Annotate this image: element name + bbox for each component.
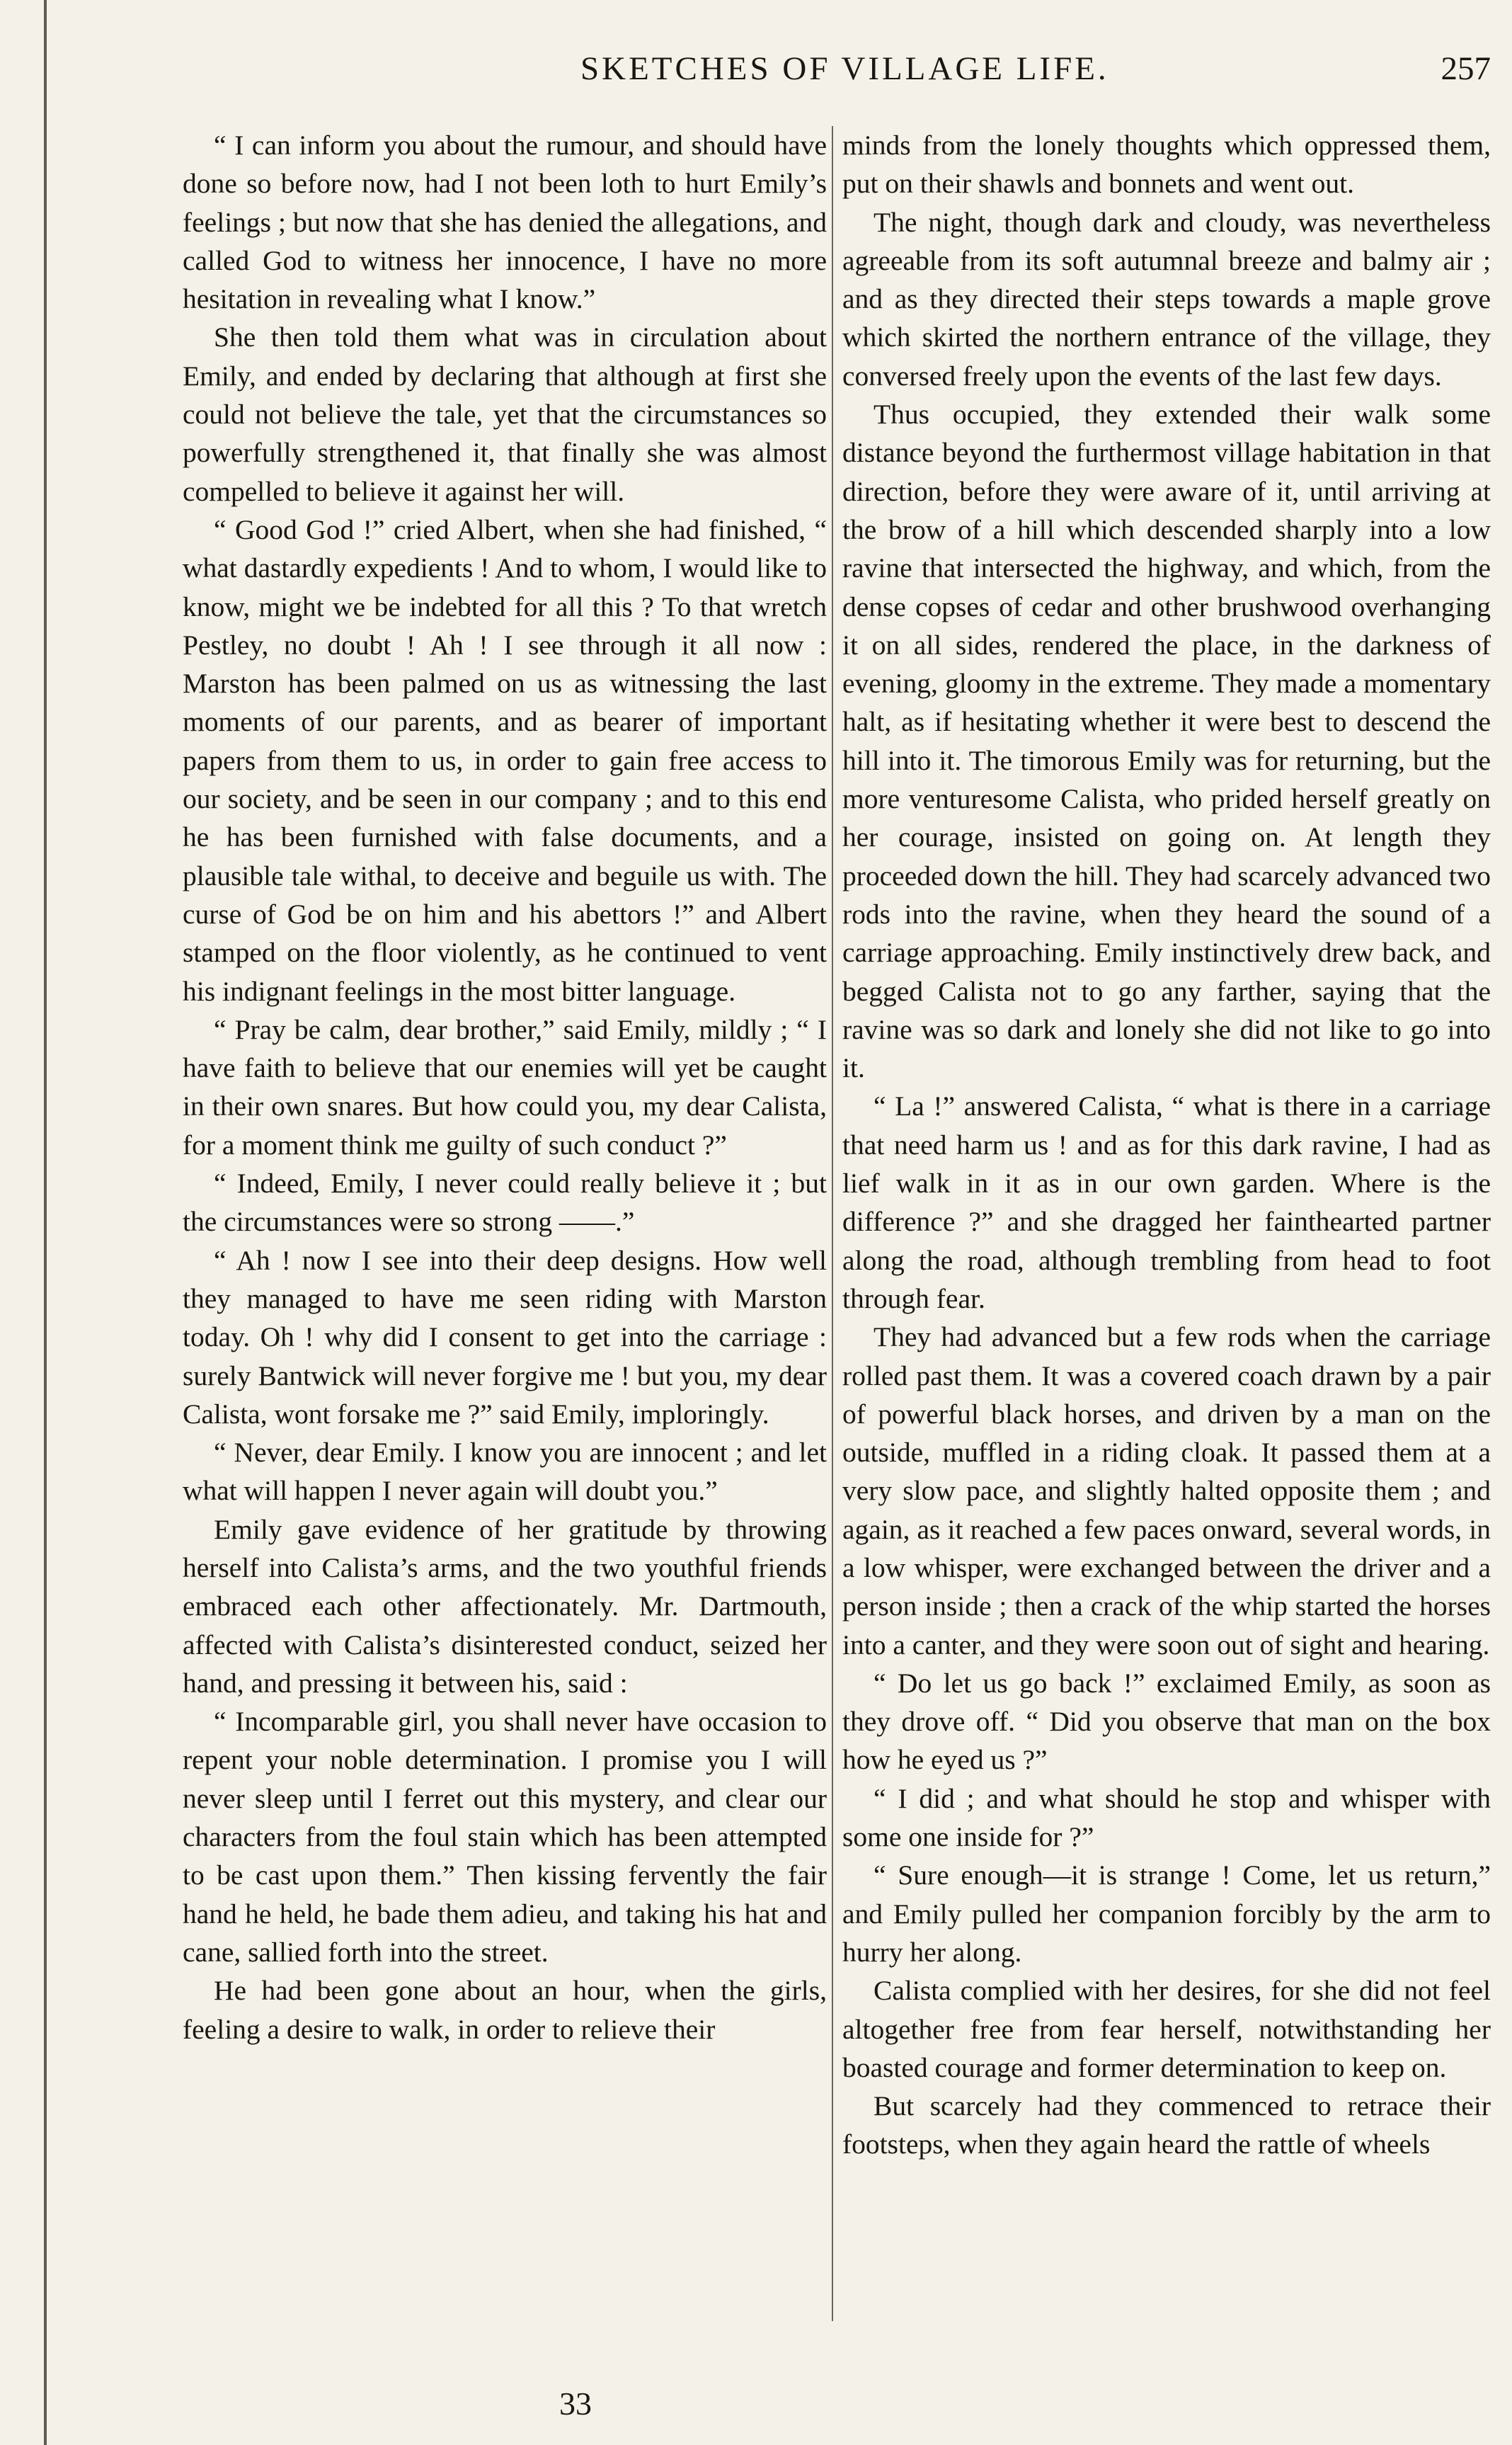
paragraph: minds from the lonely thoughts which oppressed them, put on their shawls and bonnets and went out. (842, 130, 1491, 200)
paragraph: “ Good God !” cried Albert, when she had finished, “ what dastardly expedients ! And to whom, I would like to know, might we be indebted for all this ? To that wretch Pestley, no doubt ! Ah ! I see through it all now : Marston has been palmed on us as witnessing the last moments of our parents, and as bearer of important papers from them to us, in order to gain free access to our society, and be seen in our company ; and to this end he has been furnished with false documents, and a plausible tale withal, to deceive and beguile us with. The curse of God be on him and his abettors !” and Albert stamped on the floor violently, as he continued to vent his indignant feelings in the most bitter language. (183, 513, 827, 1007)
left-column (183, 126, 827, 2048)
paragraph: “ Pray be calm, dear brother,” said Emily, mildly ; “ I have faith to believe that our enemies will yet be caught in their own snares. But how could you, my dear Calista, for a moment think me guilty of such conduct ?” (183, 1013, 827, 1161)
paragraph: The night, though dark and cloudy, was nevertheless agreeable from its soft autumnal breeze and balmy air ; and as they directed their steps towards a maple grove which skirted the northern entrance of the village, they conversed freely upon the events of the last few days. (842, 206, 1491, 392)
paragraph: She then told them what was in circulation about Emily, and ended by declaring that although at first she could not believe the tale, yet that the circumstances so powerfully strengthened it, that finally she was almost compelled to believe it against her will. (183, 321, 827, 507)
right-column (842, 126, 1491, 2164)
page-number: 257 (1441, 50, 1491, 87)
paragraph: “ Never, dear Emily. I know you are innocent ; and let what will happen I never again will doubt you.” (183, 1437, 827, 1507)
paragraph: Thus occupied, they extended their walk some distance beyond the furthermost village habitation in that direction, before they were aware of it, until arriving at the brow of a hill which descended sharply into a low ravine that intersected the highway, and which, from the dense copses of cedar and other brushwood overhanging it on all sides, rendered the place, in the darkness of evening, gloomy in the extreme. They made a momentary halt, as if hesitating whether it were best to descend the hill into it. The timorous Emily was for returning, but the more venturesome Calista, who prided herself greatly on her courage, insisted on going on. At length they proceeded down the hill. They had scarcely advanced two rods into the ravine, when they heard the sound of a carriage approaching. Emily instinctively drew back, and begged Calista not to go any farther, saying that the ravine was so dark and lonely she did not like to go into it. (842, 399, 1491, 1084)
paragraph: He had been gone about an hour, when the girls, feeling a desire to walk, in order to relieve their (183, 1975, 827, 2045)
paragraph: “ Incomparable girl, you shall never have occasion to repent your noble determination. I promise you I will never sleep until I ferret out this mystery, and clear our characters from the foul stain which has been attempted to be cast upon them.” Then kissing fervently the fair hand he held, he bade them adieu, and taking his hat and cane, sallied forth into the street. (183, 1706, 827, 1968)
paragraph: “ Sure enough—it is strange ! Come, let us return,” and Emily pulled her companion forcibly by the arm to hurry her along. (842, 1859, 1491, 1968)
signature-mark: 33 (559, 2386, 592, 2422)
paragraph: “ Ah ! now I see into their deep designs. How well they managed to have me seen riding with Marston today. Oh ! why did I consent to get into the carriage : surely Bantwick will never forgive me ! but you, my dear Calista, wont forsake me ?” said Emily, imploringly. (183, 1244, 827, 1430)
paragraph: “ La !” answered Calista, “ what is there in a carriage that need harm us ! and as for this dark ravine, I had as lief walk in it as in our own garden. Where is the difference ?” and she dragged her fainthearted partner along the road, although trembling from head to foot through fear. (842, 1090, 1491, 1314)
page-header (170, 50, 1491, 92)
paragraph: “ Indeed, Emily, I never could really believe it ; but the circumstances were so strong ——.” (183, 1168, 827, 1238)
running-head: SKETCHES OF VILLAGE LIFE. (580, 50, 1109, 87)
paragraph: “ Do let us go back !” exclaimed Emily, as soon as they drove off. “ Did you observe that man on the box how he eyed us ?” (842, 1667, 1491, 1776)
column-divider (832, 126, 833, 2321)
paragraph: “ I can inform you about the rumour, and should have done so before now, had I not been loth to hurt Emily’s feelings ; but now that she has denied the allegations, and called God to witness her innocence, I have no more hesitation in revealing what I know.” (183, 130, 827, 315)
paragraph: They had advanced but a few rods when the carriage rolled past them. It was a covered coach drawn by a pair of powerful black horses, and driven by a man on the outside, muffled in a riding cloak. It passed them at a very slow pace, and slightly halted opposite them ; and again, as it reached a few paces onward, several words, in a low whisper, were exchanged between the driver and a person inside ; then a crack of the whip started the horses into a canter, and they were soon out of sight and hearing. (842, 1321, 1491, 1660)
paragraph: Calista complied with her desires, for she did not feel altogether free from fear herself, notwithstanding her boasted courage and former determination to keep on. (842, 1975, 1491, 2083)
scan-edge-shadow (44, 0, 47, 2445)
paragraph: “ I did ; and what should he stop and whisper with some one inside for ?” (842, 1782, 1491, 1853)
paragraph: Emily gave evidence of her gratitude by throwing herself into Calista’s arms, and the two youthful friends embraced each other affectionately. Mr. Dartmouth, affected with Calista’s disinterested conduct, seized her hand, and pressing it between his, said : (183, 1513, 827, 1699)
paragraph: But scarcely had they commenced to retrace their footsteps, when they again heard the rattle of wheels (842, 2090, 1491, 2160)
